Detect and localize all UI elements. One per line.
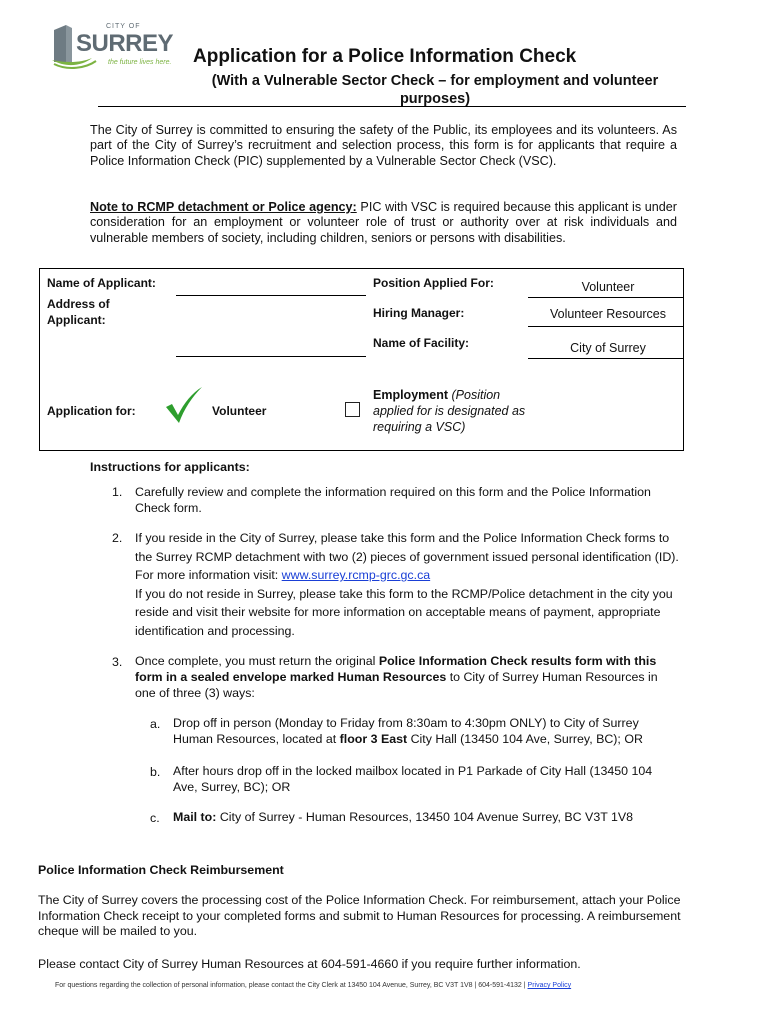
reimbursement-heading: Police Information Check Reimbursement [38, 863, 284, 877]
privacy-policy-link[interactable]: Privacy Policy [527, 982, 572, 989]
city-of-surrey-logo [52, 22, 174, 72]
address-of-applicant-field[interactable] [176, 356, 366, 357]
employment-checkbox[interactable] [345, 402, 360, 417]
employment-option [373, 387, 533, 435]
rcmp-website-link[interactable]: www.surrey.rcmp-grc.gc.ca [281, 568, 431, 582]
sub-letter-c: c. [150, 811, 160, 825]
hiring-manager-field[interactable] [528, 326, 684, 327]
hiring-manager-label: Hiring Manager: [373, 306, 465, 320]
volunteer-option-label: Volunteer [212, 404, 267, 418]
logo-tagline: the future lives here. [108, 59, 172, 66]
privacy-footer [55, 982, 571, 989]
instruction-2-text-1: If you reside in the City of Surrey, please take this form and the Police Information Check forms to the Surrey RCMP detachment with two (2) pieces of government issued personal identification (ID). For more information visit: [135, 531, 679, 582]
instruction-2-text-2: If you do not reside in Surrey, please take this form to the RCMP/Police detachment in the city you reside and visit their website for more information on acceptable means of payment, appropriate identification and processing. [135, 586, 673, 638]
sub-a-text-1: Drop off in person (Monday to Friday from 8:30am to 4:30pm ONLY) to City of Surrey Human Resources, located at [173, 716, 639, 746]
applicant-form-box [39, 268, 684, 451]
position-applied-field[interactable] [528, 297, 684, 298]
instruction-item-2 [135, 529, 680, 640]
checkmark-icon [162, 385, 206, 425]
instruction-item-3 [135, 653, 680, 701]
sub-item-b: After hours drop off in the locked mailbox located in P1 Parkade of City Hall (13450 104 Ave, Surrey, BC); OR [173, 764, 653, 794]
instruction-3-text-2: to City of Surrey Human Resources in one of three (3) ways: [135, 670, 658, 700]
name-of-facility-label: Name of Facility: [373, 336, 470, 350]
intro-paragraph: The City of Surrey is committed to ensuring the safety of the Public, its employees and its volunteers. As part of the City of Surrey’s recruitment and selection process, this form is for applicants that require a Police Information Check (PIC) supplemented by a Vulnerable Sector Check (VSC). [90, 123, 677, 168]
name-of-facility-value: City of Surrey [570, 341, 646, 355]
logo-surrey: SURREY [76, 30, 174, 57]
instruction-3-text-1: Once complete, you must return the original [135, 654, 379, 668]
hiring-manager-value: Volunteer Resources [549, 307, 667, 321]
volunteer-checkmark[interactable] [162, 385, 206, 425]
reimbursement-text: The City of Surrey covers the processing cost of the Police Information Check. For reimbursement, attach your Police Information Check receipt to your completed forms and submit to Human Resources for processing. A reimbursement cheque will be mailed to you. [38, 893, 681, 938]
position-applied-label: Position Applied For: [373, 276, 494, 290]
sub-item-c [173, 809, 673, 825]
page-title: Application for a Police Information Check [193, 46, 577, 67]
instruction-number-2: 2. [112, 531, 123, 545]
instruction-number-1: 1. [112, 485, 123, 499]
rcmp-note-text: PIC with VSC is required because this applicant is under consideration for an employment or volunteer role of trust or authority over at risk individuals and vulnerable members of society, including children, seniors or persons with disabilities. [90, 200, 678, 245]
employment-option-note: (Position applied for is designated as requiring a VSC) [373, 388, 526, 434]
position-applied-value: Volunteer [581, 280, 635, 294]
sub-a-text-2: City Hall (13450 104 Ave, Surrey, BC); OR [407, 732, 643, 746]
employment-option-label: Employment [373, 388, 449, 402]
name-of-applicant-field[interactable] [176, 295, 366, 296]
page-subtitle: (With a Vulnerable Sector Check – for employment and volunteer purposes) [211, 73, 659, 107]
sub-letter-b: b. [150, 765, 161, 779]
name-of-applicant-label: Name of Applicant: [47, 276, 156, 290]
sub-letter-a: a. [150, 717, 161, 731]
instruction-number-3: 3. [112, 655, 123, 669]
sub-c-bold: Mail to: [173, 810, 217, 824]
rcmp-note-label: Note to RCMP detachment or Police agency: [90, 200, 357, 214]
instruction-item-1: Carefully review and complete the information required on this form and the Police Information Check form. [135, 485, 651, 515]
application-for-label: Application for: [47, 404, 136, 418]
footer-text: For questions regarding the collection of personal information, please contact the City Clerk at 13450 104 Avenue, Surrey, BC V3T 1V8 | 604-591-4132 | [55, 982, 528, 989]
address-of-applicant-label: Address of Applicant: [47, 297, 110, 327]
logo-city-of: CITY OF [106, 23, 141, 30]
instructions-heading: Instructions for applicants: [90, 460, 250, 474]
sub-a-bold: floor 3 East [339, 732, 408, 746]
instruction-3-bold: Police Information Check results form with this form in a sealed envelope marked Human Resources [135, 654, 657, 684]
name-of-facility-field[interactable] [528, 358, 684, 359]
rcmp-note-paragraph [90, 200, 677, 246]
reimbursement-contact: Please contact City of Surrey Human Resources at 604-591-4660 if you require further information. [38, 957, 581, 971]
sub-item-a [173, 715, 673, 747]
header-divider [98, 106, 686, 107]
sub-c-text: City of Surrey - Human Resources, 13450 104 Avenue Surrey, BC V3T 1V8 [216, 810, 634, 824]
